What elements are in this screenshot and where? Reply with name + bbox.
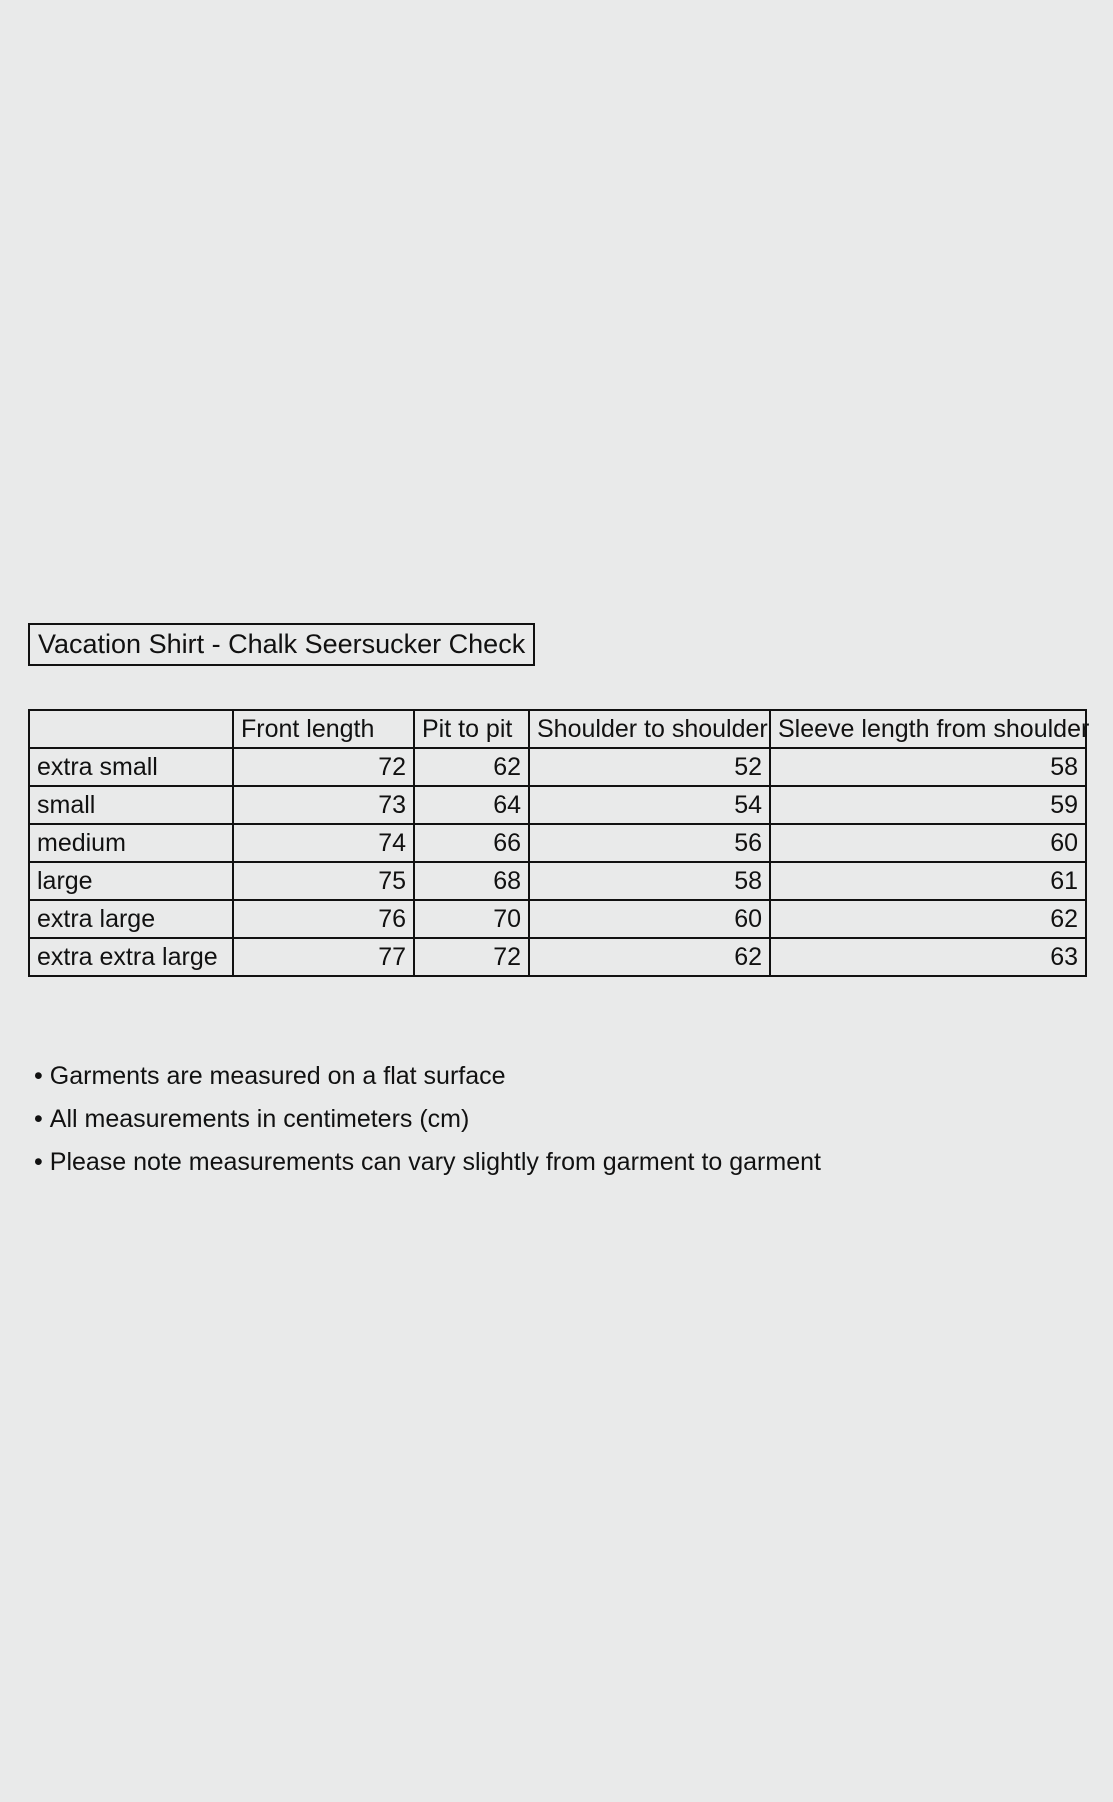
size-chart-title: Vacation Shirt - Chalk Seersucker Check (28, 623, 535, 666)
cell-front-length: 77 (233, 938, 414, 976)
column-header-shoulder-to-shoulder: Shoulder to shoulder (529, 710, 770, 748)
cell-shoulder-to-shoulder: 54 (529, 786, 770, 824)
cell-shoulder-to-shoulder: 62 (529, 938, 770, 976)
cell-front-length: 75 (233, 862, 414, 900)
row-size-label: extra large (29, 900, 233, 938)
cell-front-length: 73 (233, 786, 414, 824)
cell-pit-to-pit: 72 (414, 938, 529, 976)
cell-front-length: 74 (233, 824, 414, 862)
note-item: • Garments are measured on a flat surface (34, 1058, 821, 1101)
cell-front-length: 72 (233, 748, 414, 786)
cell-pit-to-pit: 64 (414, 786, 529, 824)
cell-pit-to-pit: 68 (414, 862, 529, 900)
column-header-front-length: Front length (233, 710, 414, 748)
table-row (29, 786, 1086, 824)
table-row (29, 748, 1086, 786)
row-size-label: extra extra large (29, 938, 233, 976)
cell-sleeve-length: 59 (770, 786, 1086, 824)
corner-header (29, 710, 233, 748)
column-header-sleeve-length: Sleeve length from shoulder (770, 710, 1086, 748)
cell-shoulder-to-shoulder: 58 (529, 862, 770, 900)
row-size-label: extra small (29, 748, 233, 786)
cell-pit-to-pit: 70 (414, 900, 529, 938)
cell-shoulder-to-shoulder: 60 (529, 900, 770, 938)
row-size-label: medium (29, 824, 233, 862)
cell-shoulder-to-shoulder: 52 (529, 748, 770, 786)
cell-sleeve-length: 62 (770, 900, 1086, 938)
cell-sleeve-length: 63 (770, 938, 1086, 976)
cell-sleeve-length: 60 (770, 824, 1086, 862)
row-size-label: small (29, 786, 233, 824)
row-size-label: large (29, 862, 233, 900)
table-row (29, 824, 1086, 862)
cell-sleeve-length: 58 (770, 748, 1086, 786)
cell-pit-to-pit: 62 (414, 748, 529, 786)
table-row (29, 938, 1086, 976)
cell-shoulder-to-shoulder: 56 (529, 824, 770, 862)
column-header-pit-to-pit: Pit to pit (414, 710, 529, 748)
cell-sleeve-length: 61 (770, 862, 1086, 900)
measurement-notes (34, 1058, 821, 1187)
size-chart-table (28, 709, 1090, 977)
note-item: • Please note measurements can vary slightly from garment to garment (34, 1144, 821, 1187)
table-row (29, 900, 1086, 938)
cell-front-length: 76 (233, 900, 414, 938)
table-row (29, 862, 1086, 900)
note-item: • All measurements in centimeters (cm) (34, 1101, 821, 1144)
cell-pit-to-pit: 66 (414, 824, 529, 862)
table-header-row (29, 710, 1086, 748)
